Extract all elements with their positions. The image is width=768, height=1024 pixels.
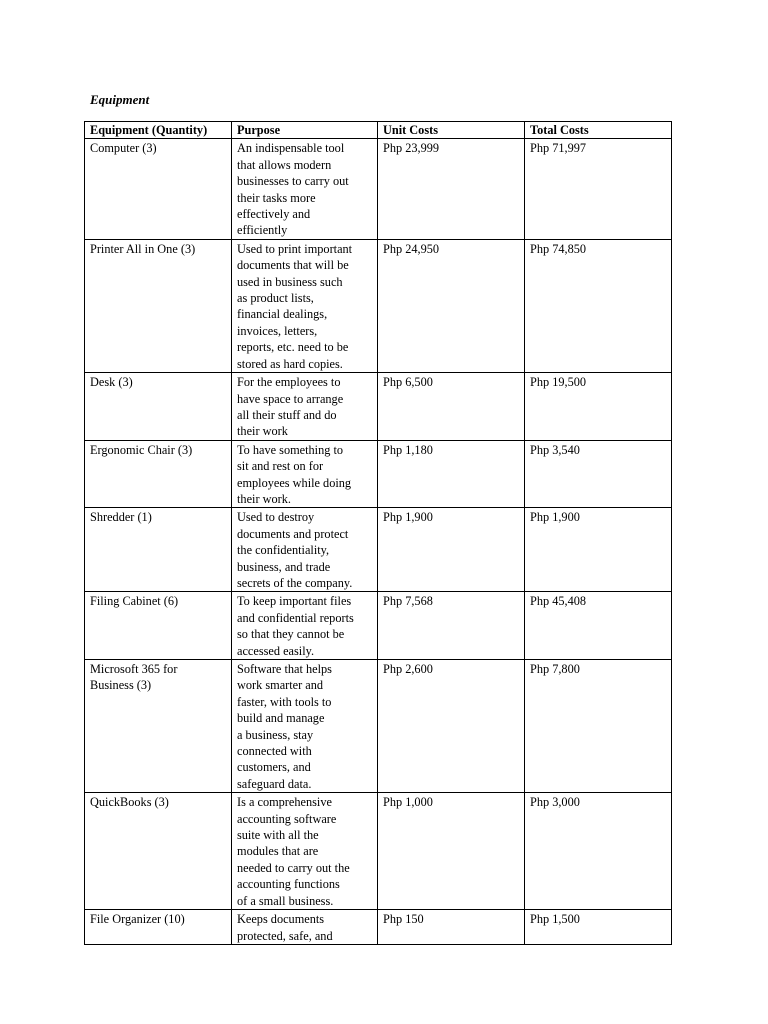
unit-cost-cell: Php 2,600 xyxy=(378,660,525,793)
total-cost-cell: Php 1,500 xyxy=(525,910,672,945)
unit-cost-cell: Php 1,000 xyxy=(378,793,525,910)
purpose-cell: Keeps documents protected, safe, and xyxy=(232,910,378,945)
unit-cost-cell: Php 24,950 xyxy=(378,239,525,372)
unit-cost-cell: Php 150 xyxy=(378,910,525,945)
total-cost-cell: Php 71,997 xyxy=(525,139,672,239)
total-cost-cell: Php 3,000 xyxy=(525,793,672,910)
purpose-cell: Used to destroy documents and protect the confidentiality, business, and trade secrets of the company. xyxy=(232,508,378,592)
table-row xyxy=(85,508,672,592)
purpose-cell: Is a comprehensive accounting software suite with all the modules that are needed to carry out the accounting functions of a small business. xyxy=(232,793,378,910)
purpose-cell: To keep important files and confidential reports so that they cannot be accessed easily. xyxy=(232,592,378,660)
equipment-cell: QuickBooks (3) xyxy=(85,793,232,910)
header-purpose: Purpose xyxy=(232,122,378,139)
purpose-cell: Used to print important documents that will be used in business such as product lists, financial dealings, invoices, letters, reports, etc. need to be stored as hard copies. xyxy=(232,239,378,372)
equipment-cell: Ergonomic Chair (3) xyxy=(85,440,232,508)
table-row xyxy=(85,373,672,441)
total-cost-cell: Php 19,500 xyxy=(525,373,672,441)
purpose-cell: To have something to sit and rest on for employees while doing their work. xyxy=(232,440,378,508)
table-row xyxy=(85,440,672,508)
total-cost-cell: Php 45,408 xyxy=(525,592,672,660)
total-cost-cell: Php 74,850 xyxy=(525,239,672,372)
total-cost-cell: Php 1,900 xyxy=(525,508,672,592)
header-unit-costs: Unit Costs xyxy=(378,122,525,139)
equipment-cell: Printer All in One (3) xyxy=(85,239,232,372)
equipment-cell: Desk (3) xyxy=(85,373,232,441)
table-row xyxy=(85,910,672,945)
equipment-cell: Microsoft 365 for Business (3) xyxy=(85,660,232,793)
table-header-row xyxy=(85,122,672,139)
table-row xyxy=(85,592,672,660)
total-cost-cell: Php 3,540 xyxy=(525,440,672,508)
unit-cost-cell: Php 23,999 xyxy=(378,139,525,239)
table-row xyxy=(85,139,672,239)
header-total-costs: Total Costs xyxy=(525,122,672,139)
purpose-cell: Software that helps work smarter and faster, with tools to build and manage a business, stay connected with customers, and safeguard data. xyxy=(232,660,378,793)
section-heading: Equipment xyxy=(90,92,150,107)
equipment-table xyxy=(84,121,672,945)
equipment-cell: Shredder (1) xyxy=(85,508,232,592)
unit-cost-cell: Php 7,568 xyxy=(378,592,525,660)
table-row xyxy=(85,793,672,910)
table-row xyxy=(85,239,672,372)
total-cost-cell: Php 7,800 xyxy=(525,660,672,793)
table-row xyxy=(85,660,672,793)
purpose-cell: For the employees to have space to arrange all their stuff and do their work xyxy=(232,373,378,441)
unit-cost-cell: Php 1,180 xyxy=(378,440,525,508)
equipment-cell: Computer (3) xyxy=(85,139,232,239)
purpose-cell: An indispensable tool that allows modern businesses to carry out their tasks more effectively and efficiently xyxy=(232,139,378,239)
equipment-cell: Filing Cabinet (6) xyxy=(85,592,232,660)
unit-cost-cell: Php 1,900 xyxy=(378,508,525,592)
equipment-cell: File Organizer (10) xyxy=(85,910,232,945)
header-equipment-quantity: Equipment (Quantity) xyxy=(85,122,232,139)
unit-cost-cell: Php 6,500 xyxy=(378,373,525,441)
